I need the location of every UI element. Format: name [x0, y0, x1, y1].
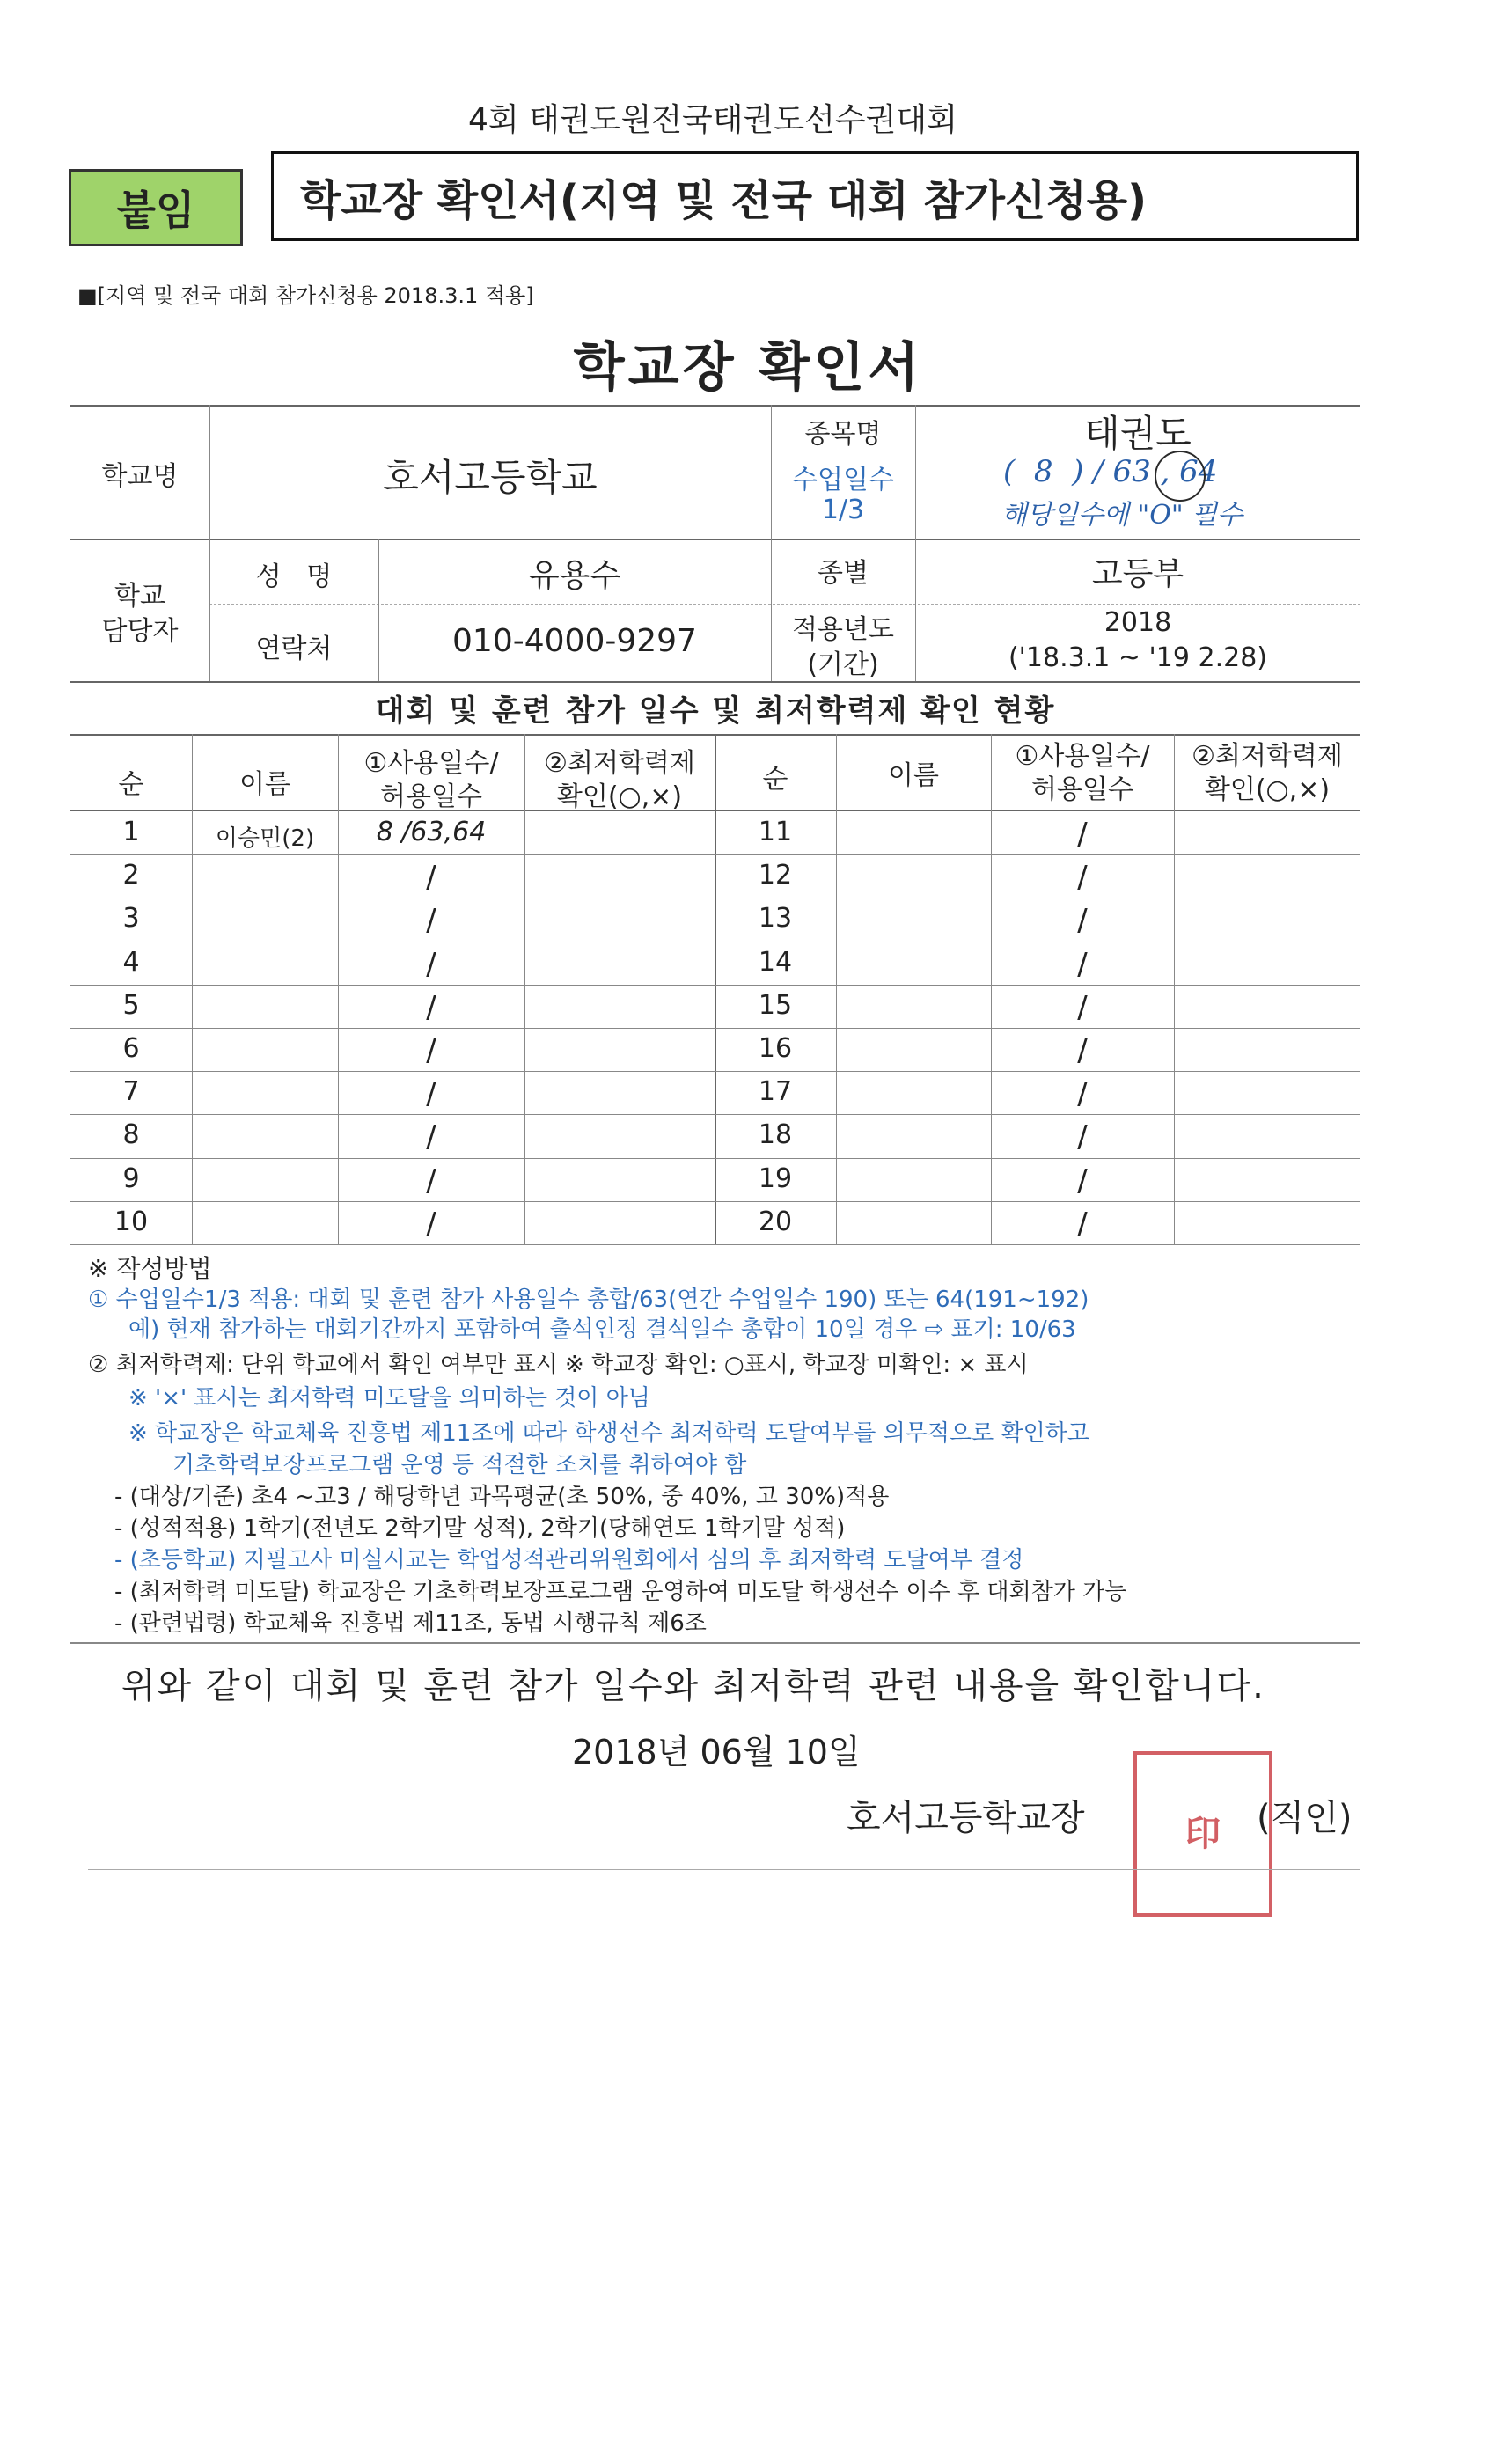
detail-1: - (대상/기준) 초4 ~고3 / 해당학년 과목평균(초 50%, 중 40%, 고 30%)적용: [114, 1484, 890, 1510]
row-days: /: [1077, 1162, 1088, 1199]
row-number: 12: [758, 860, 793, 891]
notes-heading: ※ 작성방법: [88, 1254, 212, 1283]
row-divider: [70, 1028, 1360, 1029]
detail-5: - (관련법령) 학교체육 진흥법 제11조, 동법 시행규칙 제6조: [114, 1610, 707, 1637]
circle-mark: [1155, 451, 1206, 502]
row-days: 8 /63,64: [376, 817, 487, 847]
sport-label: 종목명: [804, 419, 882, 450]
year-label: 적용년도: [792, 614, 894, 645]
school-name-label: 학교명: [101, 461, 179, 492]
header-name-right: 이름: [888, 760, 939, 791]
row-days: /: [426, 946, 436, 982]
row-number: 9: [122, 1162, 140, 1194]
row-days: /: [426, 1162, 436, 1199]
seal-label: (직인): [1257, 1798, 1353, 1838]
row-number: 2: [122, 860, 140, 891]
document-title-box: [271, 151, 1359, 241]
row-number: 13: [758, 903, 793, 935]
manager-label: 학교: [114, 581, 165, 612]
category-label: 종별: [818, 558, 869, 589]
row-divider: [70, 1071, 1360, 1072]
row-number: 19: [758, 1162, 793, 1194]
row-number: 4: [122, 946, 140, 978]
row-number: 18: [758, 1119, 793, 1151]
row-name: 이승민(2): [215, 825, 315, 852]
header-no-left: 순: [118, 769, 144, 800]
row-divider: [70, 1201, 1360, 1202]
row-days: /: [1077, 903, 1088, 939]
row-days: /: [426, 1076, 436, 1112]
detail-3: - (초등학교) 지필고사 미실시교는 학업성적관리위원회에서 심의 후 최저학력 도달여부 결정: [114, 1547, 1024, 1573]
category-value: 고등부: [1091, 556, 1184, 592]
contact-label: 연락처: [255, 634, 333, 664]
detail-2: - (성적적용) 1학기(전년도 2학기말 성적), 2학기(당해연도 1학기말 성적): [114, 1515, 846, 1542]
table-section-title: 대회 및 훈련 참가 일수 및 최저학력제 확인 현황: [375, 693, 1056, 729]
row-days: /: [1077, 946, 1088, 982]
page-title: 학교장 확인서: [573, 337, 923, 399]
row-days: /: [426, 1033, 436, 1068]
days-label: 수업일수: [792, 465, 894, 495]
name-label: 성 명: [255, 561, 333, 592]
contact-value: 010-4000-9297: [452, 623, 697, 659]
row-days: /: [426, 860, 436, 896]
row-number: 6: [122, 1033, 140, 1064]
form-note: ■[지역 및 전국 대회 참가신청용 2018.3.1 적용]: [77, 283, 534, 308]
note-3: ※ '×' 표시는 최저학력 미도달을 의미하는 것이 아님: [128, 1385, 650, 1412]
row-days: /: [426, 1119, 436, 1155]
principal: 호서고등학교장: [847, 1798, 1085, 1838]
row-number: 3: [122, 903, 140, 935]
header-min-left-2: 확인(○,×): [556, 781, 683, 812]
row-number: 1: [122, 817, 140, 847]
days-label-sub: 1/3: [821, 495, 865, 525]
row-days: /: [1077, 817, 1088, 852]
handwritten-days: ( 8 ) / 63 , 64: [1003, 454, 1218, 489]
row-number: 17: [758, 1076, 793, 1108]
year-label-2: (기간): [807, 649, 879, 680]
header-days-left: ①사용일수/: [363, 748, 499, 779]
note-2: ② 최저학력제: 단위 학교에서 확인 여부만 표시 ※ 학교장 확인: ○표시, 학교장 미확인: × 표시: [88, 1352, 1029, 1378]
handwritten-days-note: 해당일수에 "O" 필수: [1001, 500, 1243, 531]
manager-label-2: 담당자: [101, 616, 179, 647]
sport-value: 태권도: [1084, 412, 1192, 455]
event-title: 4회 태권도원전국태권도선수권대회: [468, 102, 957, 138]
row-number: 11: [758, 817, 793, 847]
header-days-right-2: 허용일수: [1031, 774, 1133, 805]
note-4a: ※ 학교장은 학교체육 진흥법 제11조에 따라 학생선수 최저학력 도달여부를 의무적으로 확인하고: [128, 1420, 1089, 1447]
row-days: /: [1077, 1206, 1088, 1242]
row-number: 20: [758, 1206, 793, 1237]
attachment-badge: 붙임: [69, 169, 243, 246]
row-number: 8: [122, 1119, 140, 1151]
header-min-left: ②최저학력제: [544, 748, 695, 779]
row-number: 14: [758, 946, 793, 978]
header-min-right-2: 확인(○,×): [1204, 774, 1331, 805]
row-number: 5: [122, 989, 140, 1021]
header-name-left: 이름: [239, 769, 290, 800]
row-days: /: [1077, 1119, 1088, 1155]
row-days: /: [426, 1206, 436, 1242]
school-name-value: 호서고등학교: [383, 456, 598, 499]
row-days: /: [1077, 860, 1088, 896]
row-number: 10: [114, 1206, 149, 1237]
row-days: /: [426, 989, 436, 1025]
header-days-left-2: 허용일수: [380, 781, 482, 812]
row-number: 7: [122, 1076, 140, 1108]
row-number: 15: [758, 989, 793, 1021]
document-title: 학교장 확인서(지역 및 전국 대회 참가신청용): [300, 175, 1148, 225]
row-divider: [70, 1114, 1360, 1115]
note-4b: 기초학력보장프로그램 운영 등 적절한 조치를 취하여야 함: [172, 1452, 747, 1478]
row-divider: [70, 854, 1360, 855]
year-value: 2018: [1104, 607, 1172, 638]
header-days-right: ①사용일수/: [1015, 741, 1150, 772]
row-days: /: [426, 903, 436, 939]
header-no-right: 순: [762, 764, 788, 795]
row-days: /: [1077, 1076, 1088, 1112]
note-1a: ① 수업일수1/3 적용: 대회 및 훈련 참가 사용일수 총합/63(연간 수업일수 190) 또는 64(191~192): [88, 1287, 1089, 1313]
row-number: 16: [758, 1033, 793, 1064]
official-seal-stamp: 印: [1133, 1751, 1272, 1917]
row-divider: [70, 985, 1360, 986]
name-value: 유용수: [528, 558, 621, 594]
header-min-right: ②최저학력제: [1192, 741, 1343, 772]
confirm-text: 위와 같이 대회 및 훈련 참가 일수와 최저학력 관련 내용을 확인합니다.: [121, 1666, 1265, 1706]
note-1b: 예) 현재 참가하는 대회기간까지 포함하여 출석인정 결석일수 총합이 10일 경우 ⇨ 표기: 10/63: [128, 1316, 1076, 1343]
date: 2018년 06월 10일: [572, 1733, 861, 1771]
row-days: /: [1077, 1033, 1088, 1068]
row-divider: [70, 1158, 1360, 1159]
detail-4: - (최저학력 미도달) 학교장은 기초학력보장프로그램 운영하여 미도달 학생선수 이수 후 대회참가 가능: [114, 1579, 1127, 1605]
row-days: /: [1077, 989, 1088, 1025]
year-period: ('18.3.1 ~ '19 2.28): [1008, 642, 1268, 673]
row-divider: [70, 1244, 1360, 1245]
